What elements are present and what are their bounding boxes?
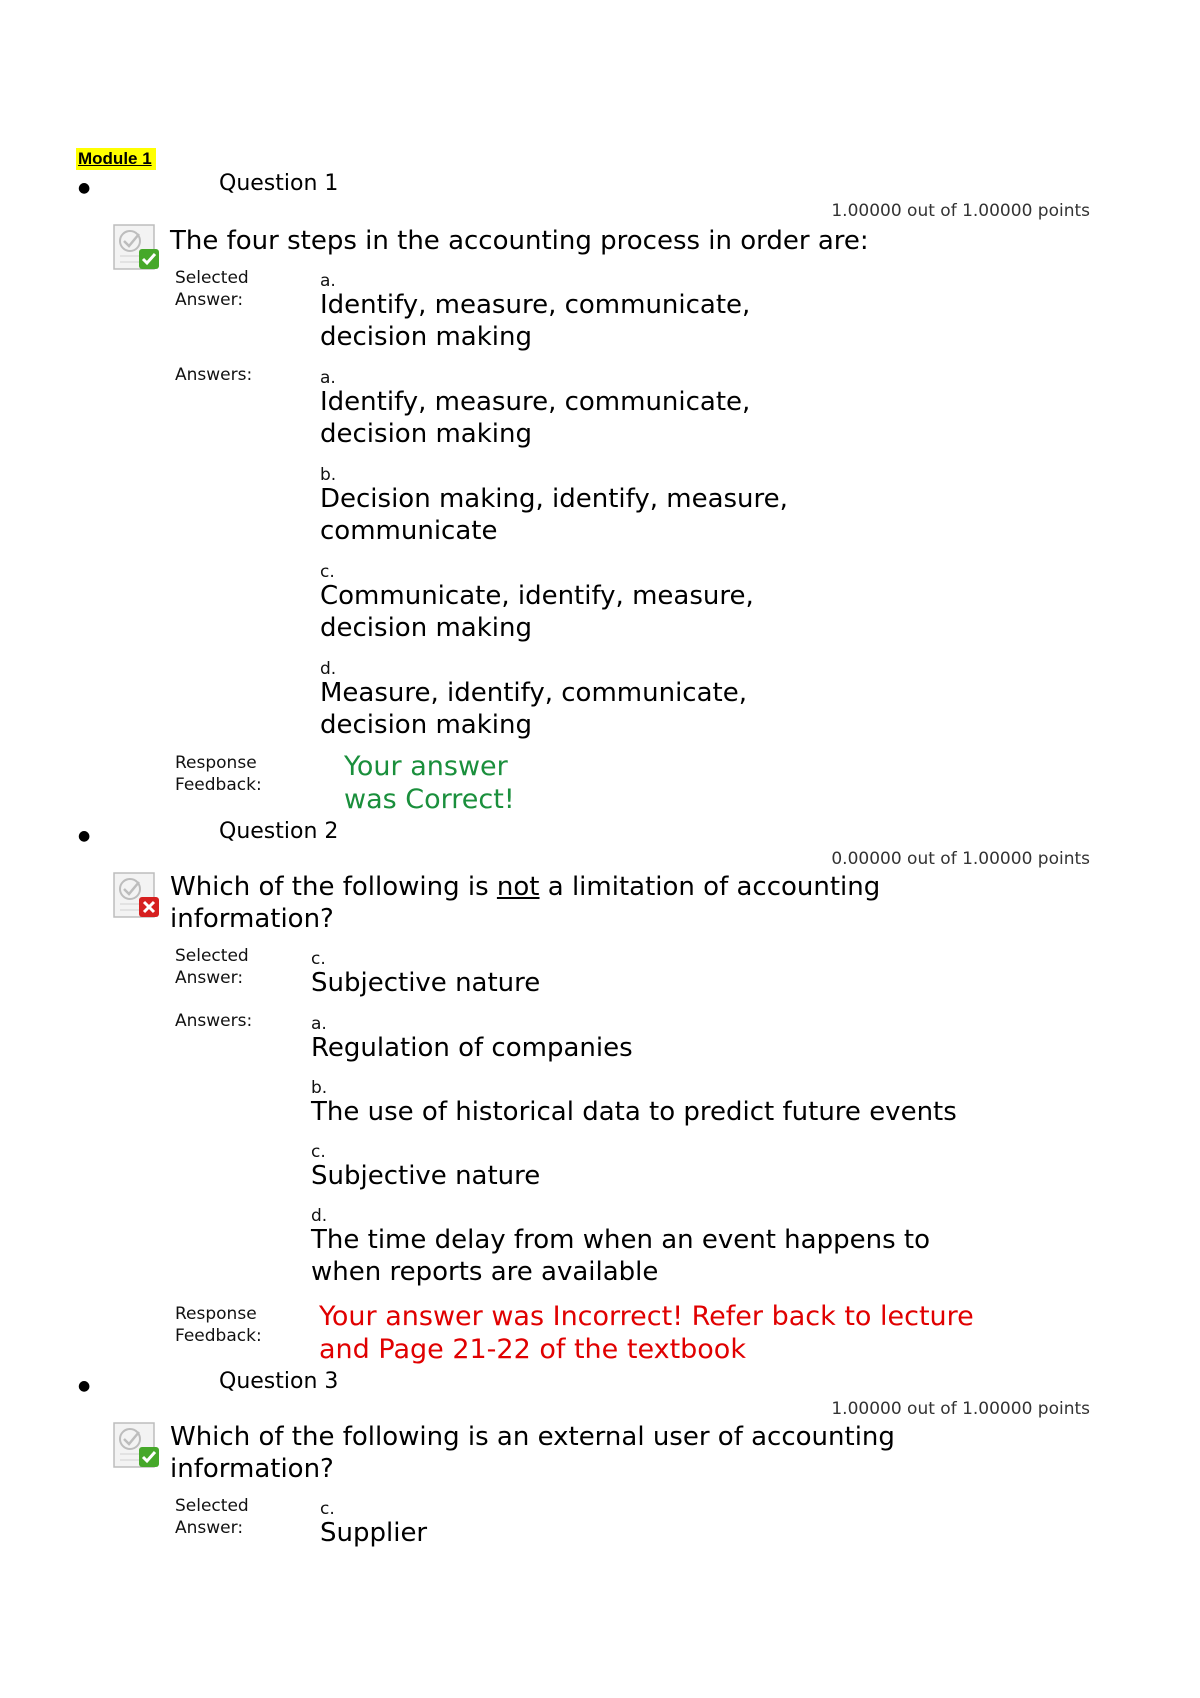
response-feedback-text: Your answer was Correct! — [344, 751, 515, 815]
response-feedback-label: Response Feedback: — [175, 1304, 262, 1346]
bullet: ● — [78, 1378, 91, 1394]
answer-letter: b. — [311, 1078, 328, 1098]
answer-text: The use of historical data to predict future events — [311, 1097, 957, 1127]
selected-answer-text: Subjective nature — [311, 968, 541, 998]
bullet: ● — [78, 828, 91, 844]
question-1-title: Question 1 — [219, 171, 339, 196]
question-1-points: 1.00000 out of 1.00000 points — [831, 201, 1090, 221]
answer-letter: d. — [311, 1206, 328, 1226]
answer-text: Regulation of companies — [311, 1033, 633, 1063]
selected-answer-label: Selected Answer: — [175, 1496, 249, 1538]
selected-answer-label: Selected Answer: — [175, 946, 249, 988]
answer-letter: c. — [320, 562, 335, 582]
selected-answer-letter: c. — [320, 1499, 335, 1519]
question-3-points: 1.00000 out of 1.00000 points — [831, 1399, 1090, 1419]
answer-text: Subjective nature — [311, 1161, 541, 1191]
answer-letter: b. — [320, 465, 337, 485]
response-feedback-label: Response Feedback: — [175, 753, 262, 795]
answer-text: Decision making, identify, measure, communicate — [320, 484, 788, 546]
answer-text: Identify, measure, communicate, decision making — [320, 387, 751, 449]
answers-label: Answers: — [175, 365, 253, 385]
question-3-text: Which of the following is an external user of accounting information? — [170, 1422, 895, 1484]
correct-check-icon — [112, 1420, 164, 1472]
module-title: Module 1 — [76, 148, 156, 170]
answer-text: Communicate, identify, measure, decision making — [320, 581, 754, 643]
underlined-word: not — [496, 872, 540, 902]
answers-label: Answers: — [175, 1011, 253, 1031]
selected-answer-text: Identify, measure, communicate, decision making — [320, 290, 751, 352]
selected-answer-letter: a. — [320, 271, 336, 291]
question-2-title: Question 2 — [219, 819, 339, 844]
answer-letter: c. — [311, 1142, 326, 1162]
answer-letter: a. — [320, 368, 336, 388]
question-1-text: The four steps in the accounting process in order are: — [170, 226, 869, 256]
correct-check-icon — [112, 222, 164, 274]
answer-text: Measure, identify, communicate, decision making — [320, 678, 747, 740]
incorrect-x-icon — [112, 870, 164, 922]
selected-answer-letter: c. — [311, 949, 326, 969]
answer-text: The time delay from when an event happens to when reports are available — [311, 1225, 930, 1287]
question-3-title: Question 3 — [219, 1369, 339, 1394]
answer-letter: d. — [320, 659, 337, 679]
question-2-points: 0.00000 out of 1.00000 points — [831, 849, 1090, 869]
answer-letter: a. — [311, 1014, 327, 1034]
response-feedback-text: Your answer was Incorrect! Refer back to lecture and Page 21-22 of the textbook — [319, 1301, 974, 1365]
selected-answer-label: Selected Answer: — [175, 268, 249, 310]
question-2-text: Which of the following is not a limitation of accounting information? — [170, 872, 881, 934]
bullet: ● — [78, 180, 91, 196]
selected-answer-text: Supplier — [320, 1518, 428, 1548]
